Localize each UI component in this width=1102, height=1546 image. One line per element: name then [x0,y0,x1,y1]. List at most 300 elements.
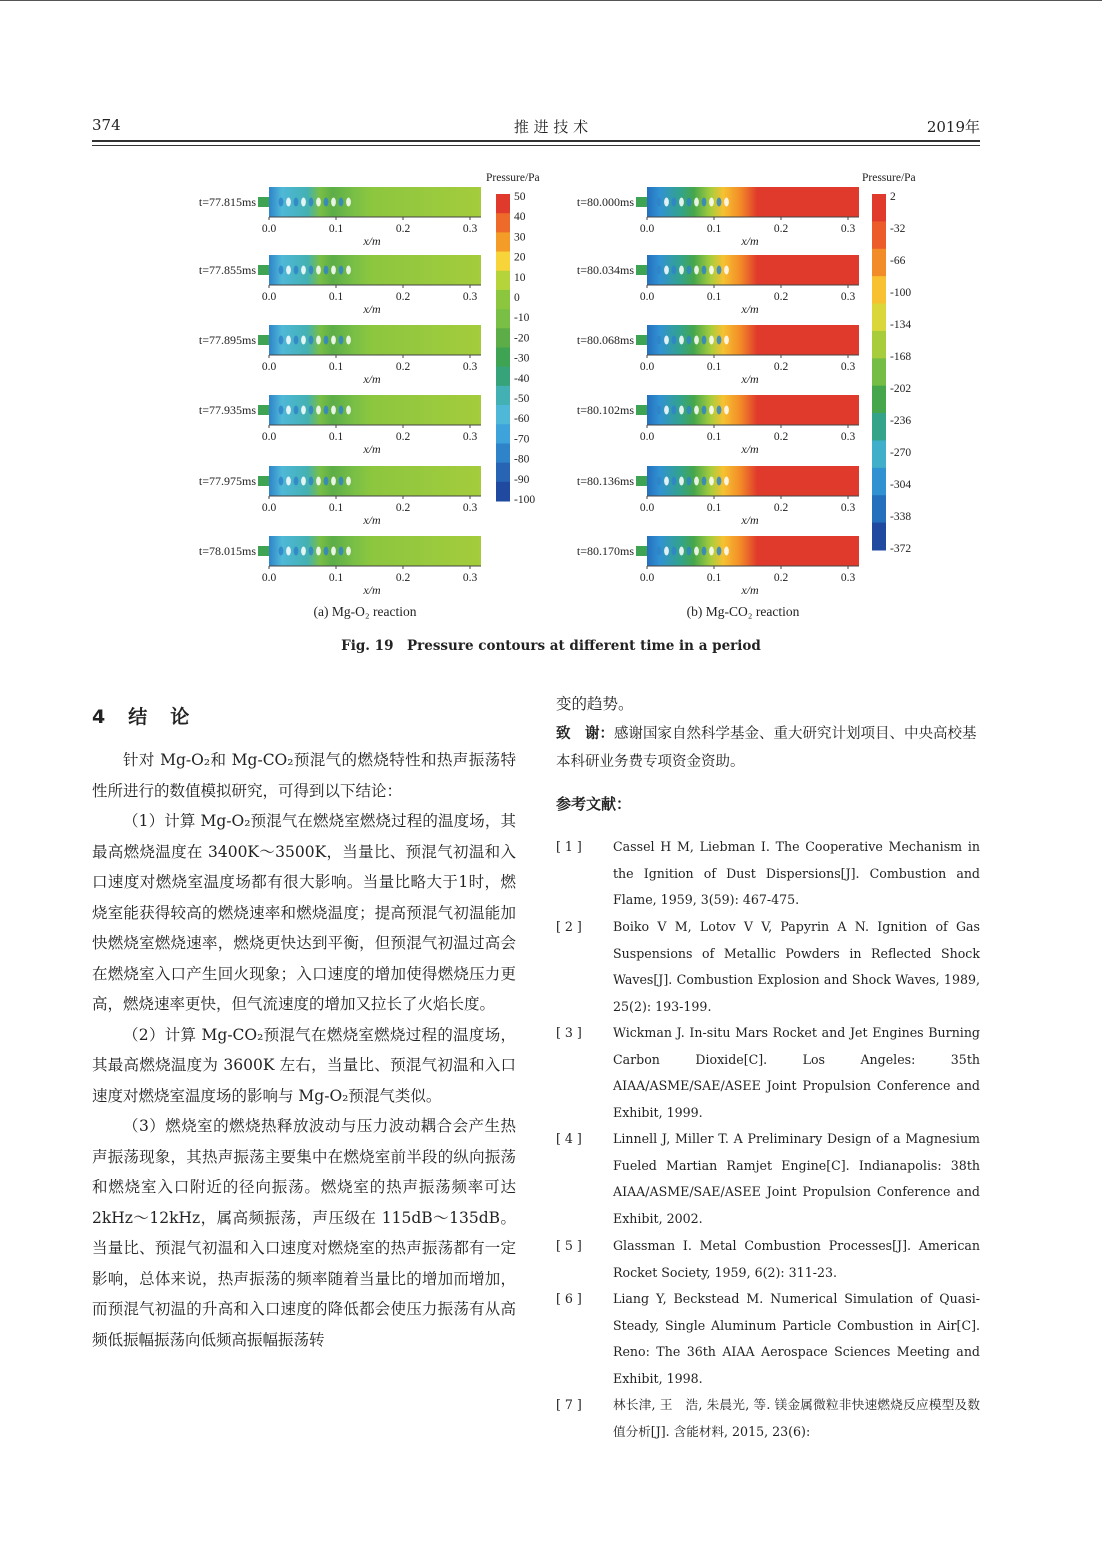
x-tick-label: 0.2 [773,502,789,514]
x-tick-label: 0.2 [395,502,411,514]
year: 2019年 [926,118,980,136]
oscillation-blob [316,336,321,345]
oscillation-blob [316,266,321,275]
oscillation-blob [279,266,284,275]
reference-item [556,1392,980,1445]
reference-item [556,1286,980,1392]
figure-19 [0,0,1102,634]
inlet-stub [258,476,269,486]
x-tick-label: 0.2 [395,431,411,443]
references-heading: 参考文献： [556,795,632,813]
colorbar-segment [496,463,510,483]
x-tick-label: 0.0 [639,572,655,584]
time-label: t=77.975ms [198,474,256,488]
oscillation-blob [346,198,351,207]
oscillation-blob [672,547,677,556]
colorbar-label: -202 [890,383,912,395]
oscillation-blob [324,547,329,556]
colorbar-label: -100 [890,287,912,299]
colorbar-title: Pressure/Pa [862,172,916,184]
oscillation-blob [316,406,321,415]
x-axis-label: x/m [363,302,381,316]
oscillation-blob [294,266,299,275]
oscillation-blob [279,547,284,556]
oscillation-blob [694,406,699,415]
oscillation-blob [331,266,336,275]
section-heading [92,702,191,729]
oscillation-blob [679,547,684,556]
oscillation-blob [309,336,314,345]
reference-item [556,834,980,914]
x-tick-label: 0.3 [840,361,856,373]
oscillation-blob [346,266,351,275]
oscillation-blob [324,336,329,345]
oscillation-blob [709,477,714,486]
colorbar-segment [872,440,886,468]
colorbar-segment [872,468,886,496]
oscillation-blob [294,336,299,345]
contour-strip [647,255,859,285]
oscillation-blob [301,477,306,486]
colorbar-label: -372 [890,543,912,555]
oscillation-blob [339,198,344,207]
paragraph-conclusion-1: （1）计算 Mg-O₂预混气在燃烧室燃烧过程的温度场，其最高燃烧温度在 3400K～3500K，当量比、预混气初温和入口速度对燃烧室温度场都有很大影响。当量比略大于1时，燃烧室能获得较高的燃烧速率和燃烧温度；提高预混气初温能加快燃烧室燃烧速率，燃烧更快达到平衡，但预混气初温过高会在燃烧室入口产生回火现象；入口速度的增加使得燃烧压力更高，燃烧速率更快，但气流速度的增加又拉长了火焰长度。 [92,812,516,1013]
oscillation-blob [286,198,291,207]
time-label: t=77.895ms [198,333,256,347]
oscillation-blob [694,336,699,345]
oscillation-blob [664,406,669,415]
inlet-stub [636,405,647,415]
time-label: t=77.935ms [198,403,256,417]
time-label: t=80.102ms [576,403,634,417]
x-tick-label: 0.1 [328,572,344,584]
colorbar-label: -66 [890,255,906,267]
colorbar-segment [872,221,886,249]
colorbar-segment [872,413,886,441]
x-axis-label: x/m [741,372,759,386]
reference-number: [ 3 ] [556,1025,582,1040]
reference-text: Glassman I. Metal Combustion Processes[J]. American Rocket Society, 1959, 6(2): 311-23. [613,1238,980,1280]
colorbar-segment [872,249,886,277]
time-label: t=78.015ms [198,544,256,558]
colorbar-segment [872,523,886,551]
x-tick-label: 0.2 [773,291,789,303]
oscillation-blob [694,198,699,207]
x-tick-label: 0.2 [395,223,411,235]
oscillation-blob [286,547,291,556]
oscillation-blob [339,547,344,556]
oscillation-blob [724,477,729,486]
x-tick-label: 0.0 [261,431,277,443]
oscillation-blob [286,336,291,345]
time-label: t=80.034ms [576,263,634,277]
oscillation-blob [672,336,677,345]
colorbar-title: Pressure/Pa [486,172,540,184]
contour-strip [269,325,481,355]
section-number: 4 [92,706,108,728]
oscillation-blob [286,406,291,415]
colorbar-segment [872,194,886,222]
colorbar-segment [872,331,886,359]
oscillation-blob [324,198,329,207]
x-tick-label: 0.0 [261,361,277,373]
x-tick-label: 0.1 [706,223,722,235]
contour-strip [269,536,481,566]
oscillation-blob [301,266,306,275]
x-tick-label: 0.3 [462,502,478,514]
oscillation-blob [657,336,662,345]
colorbar-label: 0 [514,292,520,304]
inlet-stub [258,197,269,207]
reference-text: 林长津, 王 浩, 朱晨光, 等. 镁金属微粒非快速燃烧反应模型及数值分析[J]. 含能材料, 2015, 23(6): [613,1397,980,1439]
oscillation-blob [316,477,321,486]
inlet-stub [258,265,269,275]
x-tick-label: 0.1 [328,223,344,235]
oscillation-blob [724,547,729,556]
oscillation-blob [679,477,684,486]
colorbar-label: -20 [514,332,530,345]
oscillation-blob [294,406,299,415]
x-axis-label: x/m [363,442,381,456]
colorbar-segment [496,290,510,310]
oscillation-blob [702,266,707,275]
reference-number: [ 4 ] [556,1131,582,1146]
x-tick-label: 0.1 [706,361,722,373]
colorbar-segment [496,309,510,329]
x-tick-label: 0.3 [840,431,856,443]
time-label: t=80.170ms [576,544,634,558]
oscillation-blob [286,266,291,275]
reference-item [556,914,980,1020]
contour-strip [269,187,481,217]
oscillation-blob [339,406,344,415]
colorbar-label: -32 [890,223,906,235]
oscillation-blob [702,547,707,556]
oscillation-blob [346,406,351,415]
colorbar-label: 30 [514,231,526,244]
colorbar-label: -80 [514,453,530,466]
x-tick-label: 0.2 [395,361,411,373]
colorbar-label: -270 [890,447,912,459]
oscillation-blob [687,547,692,556]
x-tick-label: 0.2 [773,223,789,235]
oscillation-blob [286,477,291,486]
reference-number: [ 7 ] [556,1397,582,1412]
colorbar-segment [496,348,510,368]
colorbar-segment [496,271,510,291]
oscillation-blob [294,547,299,556]
contour-strip [647,325,859,355]
section-title: 结 论 [128,706,192,728]
x-tick-label: 0.0 [639,361,655,373]
oscillation-blob [717,266,722,275]
oscillation-blob [339,477,344,486]
inlet-stub [258,546,269,556]
oscillation-blob [294,477,299,486]
oscillation-blob [664,477,669,486]
reference-text: Liang Y, Beckstead M. Numerical Simulation of Quasi-Steady, Single Aluminum Particle Combustion in Air[C]. Reno: The 36th AIAA Aerospace Sciences Meeting and Exhibit, 1998. [613,1291,980,1386]
oscillation-blob [687,406,692,415]
contour-strip [269,255,481,285]
x-tick-label: 0.0 [261,291,277,303]
colorbar-label: -304 [890,479,912,491]
x-tick-label: 0.3 [840,572,856,584]
x-tick-label: 0.0 [261,572,277,584]
oscillation-blob [694,547,699,556]
paragraph-conclusion-2: （2）计算 Mg-CO₂预混气在燃烧室燃烧过程的温度场，其最高燃烧温度为 3600K 左右，当量比、预混气初温和入口速度对燃烧室温度场的影响与 Mg-O₂预混气类似。 [92,1025,516,1105]
acknowledgement [556,720,980,776]
colorbar-label: -70 [514,433,530,446]
x-axis-label: x/m [741,513,759,527]
colorbar-label: 10 [514,271,526,284]
reference-text: Linnell J, Miller T. A Preliminary Design of a Magnesium Fueled Martian Ramjet Engine[C]. Indianapolis: 38th AIAA/ASME/SAE/ASEE Joint Propulsion Conference and Exhibit, 2002. [613,1131,980,1226]
oscillation-blob [679,198,684,207]
oscillation-blob [702,406,707,415]
colorbar-label: -90 [514,473,530,486]
reference-number: [ 2 ] [556,919,582,934]
x-tick-label: 0.3 [462,431,478,443]
x-tick-label: 0.0 [639,223,655,235]
contour-strip [647,466,859,496]
oscillation-blob [331,406,336,415]
x-tick-label: 0.3 [462,361,478,373]
journal-title: 推 进 技 术 [513,118,589,136]
colorbar-segment [496,482,510,502]
inlet-stub [636,265,647,275]
oscillation-blob [702,477,707,486]
x-tick-label: 0.0 [261,502,277,514]
x-tick-label: 0.0 [639,431,655,443]
colorbar-label: -30 [514,352,530,365]
oscillation-blob [724,336,729,345]
oscillation-blob [279,336,284,345]
oscillation-blob [324,477,329,486]
oscillation-blob [331,547,336,556]
ack-text: 感谢国家自然科学基金、重大研究计划项目、中央高校基本科研业务费专项资金资助。 [556,726,977,770]
oscillation-blob [339,266,344,275]
colorbar-label: -50 [514,393,530,405]
oscillation-blob [709,336,714,345]
reference-number: [ 1 ] [556,839,582,854]
x-axis-label: x/m [363,372,381,386]
x-tick-label: 0.3 [840,502,856,514]
oscillation-blob [687,266,692,275]
oscillation-blob [709,547,714,556]
panel-caption: (b) Mg-CO₂ reaction [686,604,800,619]
figure-caption: Fig. 19 Pressure contours at different time in a period [341,638,761,654]
oscillation-blob [679,266,684,275]
colorbar-label: -40 [514,372,530,385]
oscillation-blob [679,406,684,415]
oscillation-blob [717,336,722,345]
time-label: t=77.855ms [198,263,256,277]
oscillation-blob [339,336,344,345]
colorbar-label: 20 [514,251,526,264]
oscillation-blob [309,547,314,556]
oscillation-blob [717,547,722,556]
oscillation-blob [657,406,662,415]
oscillation-blob [717,198,722,207]
oscillation-blob [679,336,684,345]
reference-text: Wickman J. In-situ Mars Rocket and Jet Engines Burning Carbon Dioxide[C]. Los Angeles: 35th AIAA/ASME/SAE/ASEE Joint Propulsion Conference and Exhibit, 1999. [613,1025,980,1120]
oscillation-blob [324,406,329,415]
oscillation-blob [279,406,284,415]
oscillation-blob [702,198,707,207]
contour-strip [269,466,481,496]
oscillation-blob [657,477,662,486]
reference-item [556,1020,980,1126]
oscillation-blob [702,336,707,345]
oscillation-blob [724,266,729,275]
x-tick-label: 0.3 [462,223,478,235]
x-tick-label: 0.1 [328,291,344,303]
oscillation-blob [724,198,729,207]
x-axis-label: x/m [741,302,759,316]
x-tick-label: 0.1 [328,361,344,373]
oscillation-blob [331,198,336,207]
oscillation-blob [279,198,284,207]
time-label: t=77.815ms [198,195,256,209]
x-tick-label: 0.1 [706,572,722,584]
colorbar-segment [496,213,510,233]
oscillation-blob [694,477,699,486]
x-tick-label: 0.2 [773,361,789,373]
colorbar-segment [496,367,510,387]
time-label: t=80.000ms [576,195,634,209]
x-tick-label: 0.0 [639,291,655,303]
oscillation-blob [657,198,662,207]
oscillation-blob [316,547,321,556]
oscillation-blob [657,547,662,556]
oscillation-blob [694,266,699,275]
oscillation-blob [664,198,669,207]
page-number: 374 [92,116,121,134]
oscillation-blob [657,266,662,275]
oscillation-blob [279,477,284,486]
inlet-stub [258,335,269,345]
colorbar-label: -10 [514,312,530,325]
x-tick-label: 0.1 [706,502,722,514]
oscillation-blob [664,266,669,275]
reference-item [556,1233,980,1286]
contour-strip [269,395,481,425]
oscillation-blob [309,198,314,207]
oscillation-blob [301,406,306,415]
colorbar-label: 40 [514,211,526,224]
colorbar-label: -236 [890,415,912,427]
contour-strip [647,536,859,566]
colorbar-segment [496,405,510,425]
colorbar-label: 2 [890,191,896,203]
reference-item [556,1126,980,1232]
oscillation-blob [309,477,314,486]
x-tick-label: 0.0 [261,223,277,235]
contour-strip [647,395,859,425]
time-label: t=80.068ms [576,333,634,347]
inlet-stub [258,405,269,415]
oscillation-blob [717,477,722,486]
x-tick-label: 0.2 [773,431,789,443]
colorbar-label: 50 [514,191,526,203]
colorbar-segment [872,304,886,332]
x-axis-label: x/m [741,442,759,456]
oscillation-blob [324,266,329,275]
colorbar-segment [496,232,510,252]
reference-text: Cassel H M, Liebman I. The Cooperative Mechanism in the Ignition of Dust Dispersions[J]. Combustion and Flame, 1959, 3(59): 467-475. [613,839,980,907]
colorbar-segment [496,252,510,272]
oscillation-blob [309,266,314,275]
oscillation-blob [709,198,714,207]
oscillation-blob [672,266,677,275]
oscillation-blob [346,547,351,556]
colorbar-label: -168 [890,351,912,363]
oscillation-blob [309,406,314,415]
ack-label: 致 谢： [556,726,614,742]
colorbar-segment [496,328,510,348]
oscillation-blob [672,406,677,415]
oscillation-blob [316,198,321,207]
x-tick-label: 0.1 [328,502,344,514]
paragraph-intro: 针对 Mg-O₂和 Mg-CO₂预混气的燃烧特性和热声振荡特性所进行的数值模拟研究，可得到以下结论： [92,751,516,800]
colorbar-label: -60 [514,413,530,426]
colorbar-segment [496,194,510,214]
oscillation-blob [687,198,692,207]
colorbar-segment [496,386,510,406]
oscillation-blob [301,547,306,556]
colorbar-label: -338 [890,511,912,523]
oscillation-blob [301,336,306,345]
paragraph-conclusion-3: （3）燃烧室的燃烧热释放波动与压力波动耦合会产生热声振荡现象，其热声振荡主要集中在燃烧室前半段的纵向振荡和燃烧室入口附近的径向振荡。燃烧室的热声振荡频率可达 2kHz～12kHz，属高频振荡，声压级在 115dB～135dB。当量比、预混气初温和入口速度对燃烧室的热声振荡都有一定影响，总体来说，热声振荡的频率随着当量比的增加而增加，而预混气初温的升高和入口速度的降低都会使压力振荡有从高频低振幅振荡向低频高振幅振荡转 [92,1117,516,1349]
oscillation-blob [301,198,306,207]
colorbar-segment [496,443,510,463]
x-axis-label: x/m [363,583,381,597]
oscillation-blob [294,198,299,207]
x-tick-label: 0.1 [328,431,344,443]
reference-text: Boiko V M, Lotov V V, Papyrin A N. Ignition of Gas Suspensions of Metallic Powders in Reflected Shock Waves[J]. Combustion Explosion and Shock Waves, 1989, 25(2): 193-199. [613,919,980,1014]
x-tick-label: 0.3 [462,572,478,584]
x-tick-label: 0.0 [639,502,655,514]
oscillation-blob [664,336,669,345]
x-axis-label: x/m [741,234,759,248]
x-tick-label: 0.2 [395,291,411,303]
oscillation-blob [672,198,677,207]
left-column [92,745,516,1355]
colorbar-segment [872,495,886,523]
inlet-stub [636,476,647,486]
colorbar-segment [496,424,510,444]
inlet-stub [636,197,647,207]
oscillation-blob [724,406,729,415]
x-tick-label: 0.3 [462,291,478,303]
oscillation-blob [331,336,336,345]
time-label: t=80.136ms [576,474,634,488]
colorbar-label: -100 [514,494,536,506]
oscillation-blob [687,336,692,345]
panel-caption: (a) Mg-O₂ reaction [313,604,417,619]
oscillation-blob [717,406,722,415]
inlet-stub [636,546,647,556]
reference-number: [ 5 ] [556,1238,582,1253]
x-axis-label: x/m [741,583,759,597]
reference-number: [ 6 ] [556,1291,582,1306]
oscillation-blob [709,266,714,275]
oscillation-blob [687,477,692,486]
x-tick-label: 0.3 [840,291,856,303]
colorbar-segment [872,386,886,414]
x-tick-label: 0.3 [840,223,856,235]
x-tick-label: 0.1 [706,291,722,303]
colorbar-label: -134 [890,319,912,331]
